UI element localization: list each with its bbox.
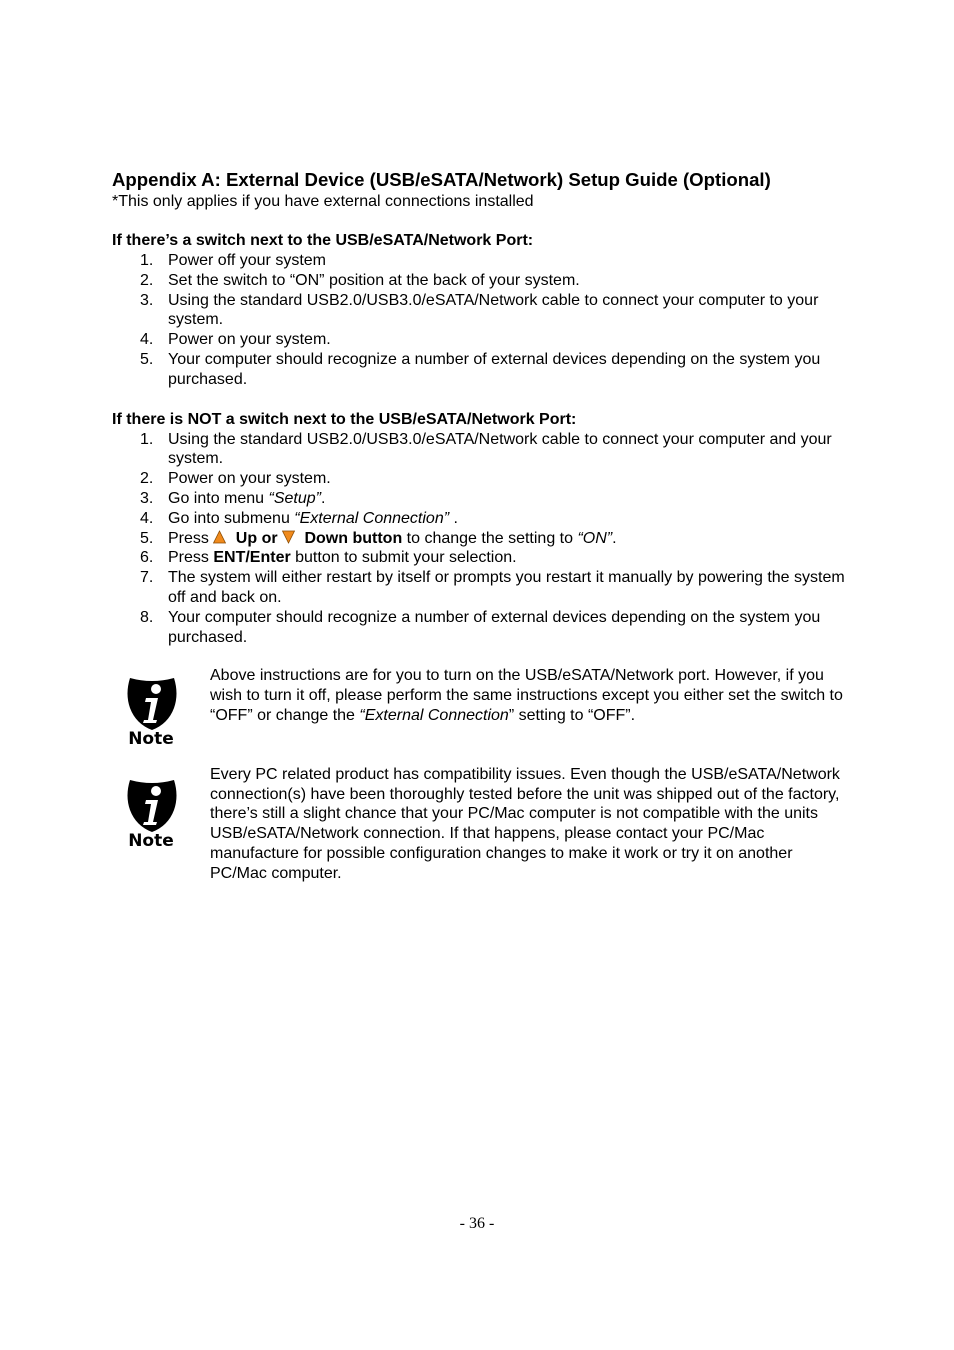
steps-list-no-switch — [112, 430, 852, 648]
page-number: - 36 - — [459, 1215, 495, 1232]
info-note-icon — [124, 776, 180, 848]
info-note-icon — [124, 674, 180, 746]
list-item: 2. Power on your system. — [140, 470, 331, 488]
list-item: 5. Your computer should recognize a number of external devices depending on the system you purchased. — [140, 350, 821, 388]
note-turn-off: Note Above instructions are for you to turn on the USB/eSATA/Network port. However, if you wish to turn it off, please perform the same instructions except you either set the switch to “OFF” or change the “External Connection” setting to “OFF”. — [112, 666, 852, 725]
list-item: 4. Power on your system. — [140, 331, 331, 349]
svg-text:Note: Note — [128, 830, 174, 848]
list-item: 5. Press Up or Down button to change the setting to “ON”. — [140, 529, 617, 547]
list-item: 6. Press ENT/Enter button to submit your selection. — [140, 549, 517, 567]
steps-list-switch — [112, 251, 852, 390]
list-item: 4. Go into submenu “External Connection” . — [140, 509, 458, 527]
section-heading-switch: If there’s a switch next to the USB/eSATA/Network Port: — [112, 232, 534, 249]
section-heading-no-switch: If there is NOT a switch next to the USB/eSATA/Network Port: — [112, 410, 577, 428]
up-arrow-icon — [213, 530, 226, 544]
applicability-note: *This only applies if you have external connections installed — [112, 193, 534, 210]
list-item: 1. Using the standard USB2.0/USB3.0/eSATA/Network cable to connect your computer and your system. — [140, 430, 832, 468]
list-item: 7. The system will either restart by itself or prompts you restart it manually by powering the system off and back on. — [140, 569, 845, 606]
svg-text:Note: Note — [128, 729, 174, 747]
list-item: 3. Using the standard USB2.0/USB3.0/eSATA/Network cable to connect your computer to your system. — [140, 291, 819, 329]
document-page — [112, 168, 852, 884]
note-compatibility: Note Every PC related product has compatibility issues. Even though the USB/eSATA/Network connection(s) have been thoroughly tested before the unit was shipped out of the factory, there’s still a slight chance that your PC/Mac computer is not compatible with the units USB/eSATA/Network connection. If that happens, please contact your PC/Mac manufacture for possible configuration changes to make it work or try it on another PC/Mac computer. — [112, 765, 852, 884]
page-title: Appendix A: External Device (USB/eSATA/Network) Setup Guide (Optional) — [112, 169, 771, 190]
list-item: 1. Power off your system — [140, 252, 326, 269]
down-arrow-icon — [282, 530, 295, 544]
list-item: 3. Go into menu “Setup”. — [140, 489, 326, 507]
list-item: 2. Set the switch to “ON” position at the back of your system. — [140, 271, 580, 289]
list-item: 8. Your computer should recognize a number of external devices depending on the system you purchased. — [140, 608, 821, 646]
